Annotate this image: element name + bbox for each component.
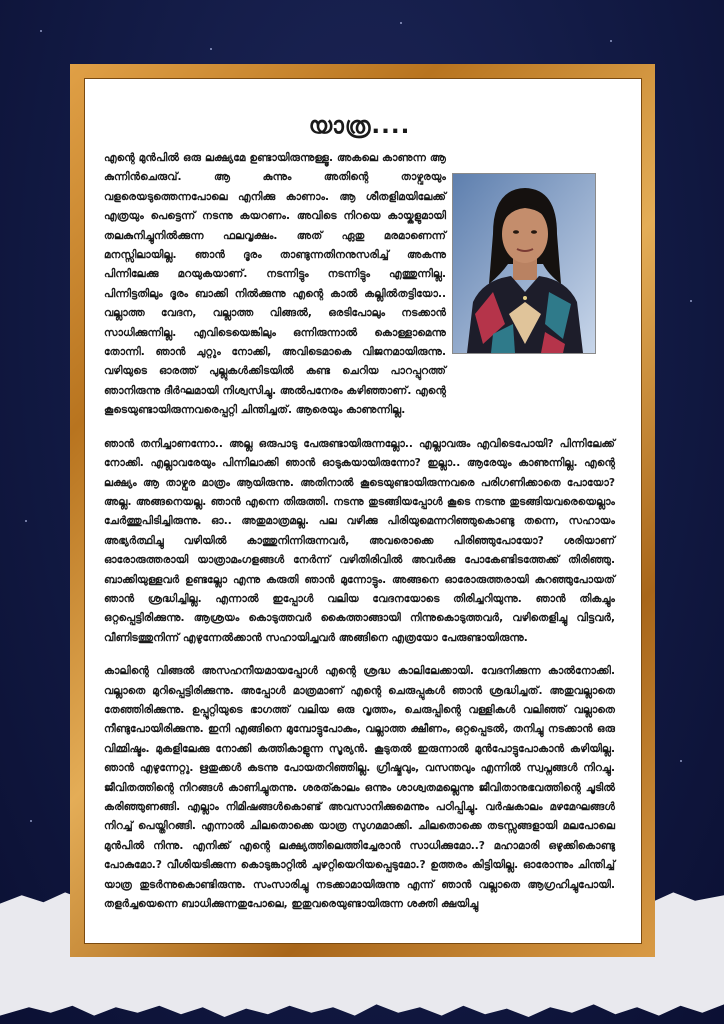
article-title: യാത്ര.... <box>308 113 411 139</box>
star <box>690 300 692 302</box>
star <box>400 22 402 24</box>
star <box>610 40 612 42</box>
portrait-photo-icon <box>453 174 595 353</box>
star <box>680 760 682 762</box>
article-paragraph: എന്റെ മുൻപിൽ ഒരു ലക്ഷ്യമേ ഉണ്ടായിരുന്നുള്ളൂ. അകലെ കാണുന്ന ആ കുന്നിൻചെരുവ്. ആ കുന്നും അതിന്റെ താഴ്വരയും വളരെയടുത്തെന്നപോലെ എനിക്കു കാണാം. ആ ശീതളിമയിലേക്ക് എത്രയും പെട്ടെന്ന് നടന്നു കയറണം. അവിടെ നിറയെ കായ്കളുമായി തലകുനിച്ചുനിൽക്കുന്ന ഫലവൃക്ഷം. അത് ഏതു മരമാണെന്ന് മനസ്സിലായില്ല. ഞാൻ ദൂരം താണ്ടുന്നതിനനുസരിച്ച് അകന്നു പിന്നിലേക്കു മറയുകയാണ്. നടന്നിട്ടും നടന്നിട്ടും എത്തുന്നില്ല. പിന്നിട്ടതിലും ദൂരം ബാക്കി നിൽക്കുന്നു എന്റെ കാൽ കല്ലിൽതട്ടിയോ.. വല്ലാത്ത വേദന, വല്ലാത്ത വിങ്ങൽ, ഒരടിപോലും നടക്കാൻ സാധിക്കുന്നില്ല. എവിടെയെങ്കിലും ഒന്നിരുന്നാൽ കൊള്ളാമെന്നു തോന്നി. ഞാൻ ചുറ്റും നോക്കി, അവിടെമാകെ വിജനമായിരുന്നു. വഴിയുടെ ഓരത്ത് പുല്ലുകൾക്കിടയിൽ കണ്ട ചെറിയ പാറപ്പുറത്ത് ഞാനിരുന്നു ദീർഘമായി നിശ്വസിച്ചു. അൽപനേരം കഴിഞ്ഞാണ്. എന്റെ കൂടെയുണ്ടായിരുന്നവരെപ്പറ്റി ചിന്തിച്ചത്. ആരെയും കാണുന്നില്ല. <box>104 152 446 417</box>
star <box>40 30 42 32</box>
star <box>30 820 32 822</box>
article-page <box>84 78 642 944</box>
article-paragraph: കാലിന്റെ വിങ്ങൽ അസഹനീയമായപ്പോൾ എന്റെ ശ്രദ്ധ കാലിലേക്കായി. വേദനിക്കുന്ന കാൽനോക്കി. വല്ലാതെ മുറിപ്പെട്ടിരിക്കുന്നു. അപ്പോൾ മാത്രമാണ് എന്റെ ചെരുപ്പുകൾ ഞാൻ ശ്രദ്ധിച്ചത്. അതുവല്ലാതെ തേഞ്ഞിരിക്കുന്നു. ഉപ്പൂറ്റിയുടെ ഭാഗത്ത് വലിയ ഒരു വൃത്തം, ചെരുപ്പിന്റെ വള്ളികൾ വലിഞ്ഞ് വല്ലാതെ നീണ്ടുപോയിരിക്കുന്നു. ഇനി എങ്ങിനെ മുമ്പോട്ടുപോകും, വല്ലാത്ത ക്ഷീണം, ഒറ്റപ്പെടൽ, തനിച്ചു നടക്കാൻ ഒരു വിമ്മിഷ്ടം. മുകളിലേക്കു നോക്കി കത്തികാളുന്ന സൂര്യൻ. കൂടുതൽ ഇരുന്നാൽ മുൻപോട്ടുപോകാൻ കഴിയില്ല. ഞാൻ എഴുന്നേറ്റു. ഋതുക്കൾ കടന്നു പോയതറിഞ്ഞില്ല. ഗ്രീഷ്മവും, വസന്തവും എന്നിൽ സ്വപ്നങ്ങൾ നിറച്ചു. ജീവിതത്തിന്റെ നിറങ്ങൾ കാണിച്ചുതന്നു. ശരത്കാലം ഒന്നും ശാശ്വതമല്ലെന്നു ജീവിതാനുഭവത്തിന്റെ ചൂടിൽ കരിഞ്ഞുണങ്ങി. എല്ലാം നിമിഷങ്ങൾകൊണ്ട് അവസാനിക്കുമെന്നും പഠിപ്പിച്ചു. വർഷകാലം മഴമേഘങ്ങൾ നിറച്ച് പെയ്തിറങ്ങി. എന്നാൽ ചിലതൊക്കെ യാത്ര സുഗമമാക്കി. ചിലതൊക്കെ തടസ്സങ്ങളായി മലപോലെ മുൻപിൽ നിന്നു. എനിക്ക് എന്റെ ലക്ഷ്യത്തിലെത്തിച്ചേരാൻ സാധിക്കുമോ..? മഹാമാരി ഒഴുക്കികൊണ്ടു പോകുമോ.? വീശിയടിക്കുന്ന കൊടുങ്കാറ്റിൽ ചുഴറ്റിയെറിയപ്പെടുമോ.? ഉത്തരം കിട്ടിയില്ല. ഓരോന്നും ചിന്തിച്ച് യാത്ര തുടർന്നുകൊണ്ടിരുന്നു. സംസാരിച്ചു നടക്കാമായിരുന്നു എന്ന് ഞാൻ വല്ലാതെ ആഗ്രഹിച്ചുപോയി. തളർച്ചയെന്നെ ബാധിക്കുന്നതുപോലെ, ഇതുവരെയുണ്ടായിരുന്ന ശക്തി ക്ഷയിച്ചു <box>104 665 615 911</box>
star <box>210 48 212 50</box>
gold-frame <box>70 64 655 957</box>
article-paragraph: ഞാൻ തനിച്ചാണന്നോ.. അല്ല ഒരുപാടു പേരുണ്ടായിരുന്നല്ലോ.. എല്ലാവരും എവിടെപോയി? പിന്നിലേക്ക് നോക്കി. എല്ലാവരേയും പിന്നിലാക്കി ഞാൻ ഓടുകയായിരുന്നോ? ഇല്ലാ.. ആരേയും കാണുന്നില്ല. എന്റെ ലക്ഷ്യം ആ താഴ്വര മാത്രം ആയിരുന്നു. അതിനാൽ കൂടെയുണ്ടായിരുന്നവരെ പരിഗണിക്കാതെ പോയോ? അല്ല. അങ്ങനെയല്ല. ഞാൻ എന്നെ തിരുത്തി. നടന്നു തുടങ്ങിയപ്പോൾ കൂടെ നടന്നു തുടങ്ങിയവരെയെല്ലാം ചേർത്തുപിടിച്ചിരുന്നു. ഓ.. അതുമാത്രമല്ല. പല വഴിക്കു പിരിയുമെന്നറിഞ്ഞുകൊണ്ടു തന്നെ, സഹായം അഭ്യർത്ഥിച്ചു വഴിയിൽ കാത്തുനിന്നിരുന്നവർ, അവരൊക്കെ പിരിഞ്ഞുപോയോ? ശരിയാണ് ഓരോരുത്തരായി യാത്രാമംഗളങ്ങൾ നേർന്ന് വഴിതിരിവിൽ അവർക്കു പോകേണ്ടിടത്തേക്ക് തിരിഞ്ഞു. ബാക്കിയുള്ളവർ ഉണ്ടല്ലോ എന്നു കരുതി ഞാൻ മുന്നോട്ടും. അങ്ങനെ ഓരോരുത്തരായി കുറഞ്ഞുപോയത് ഞാൻ ശ്രദ്ധിച്ചില്ല. എന്നാൽ ഇപ്പോൾ വലിയ വേദനയോടെ തിരിച്ചറിയുന്നു. ഞാൻ തികച്ചും ഒറ്റപ്പെട്ടിരിക്കുന്നു. ആശ്രയം കൊടുത്തവർ കൈത്താങ്ങായി നിന്നുകൊടുത്തവർ, വഴിതെളിച്ചു വിട്ടവർ, വീണിടത്തുനിന്ന് എഴുന്നേൽക്കാൻ സഹായിച്ചവർ അങ്ങിനെ എത്രയോ പേരുണ്ടായിരുന്നു. <box>104 437 615 644</box>
star <box>25 520 27 522</box>
author-photo <box>452 173 596 354</box>
